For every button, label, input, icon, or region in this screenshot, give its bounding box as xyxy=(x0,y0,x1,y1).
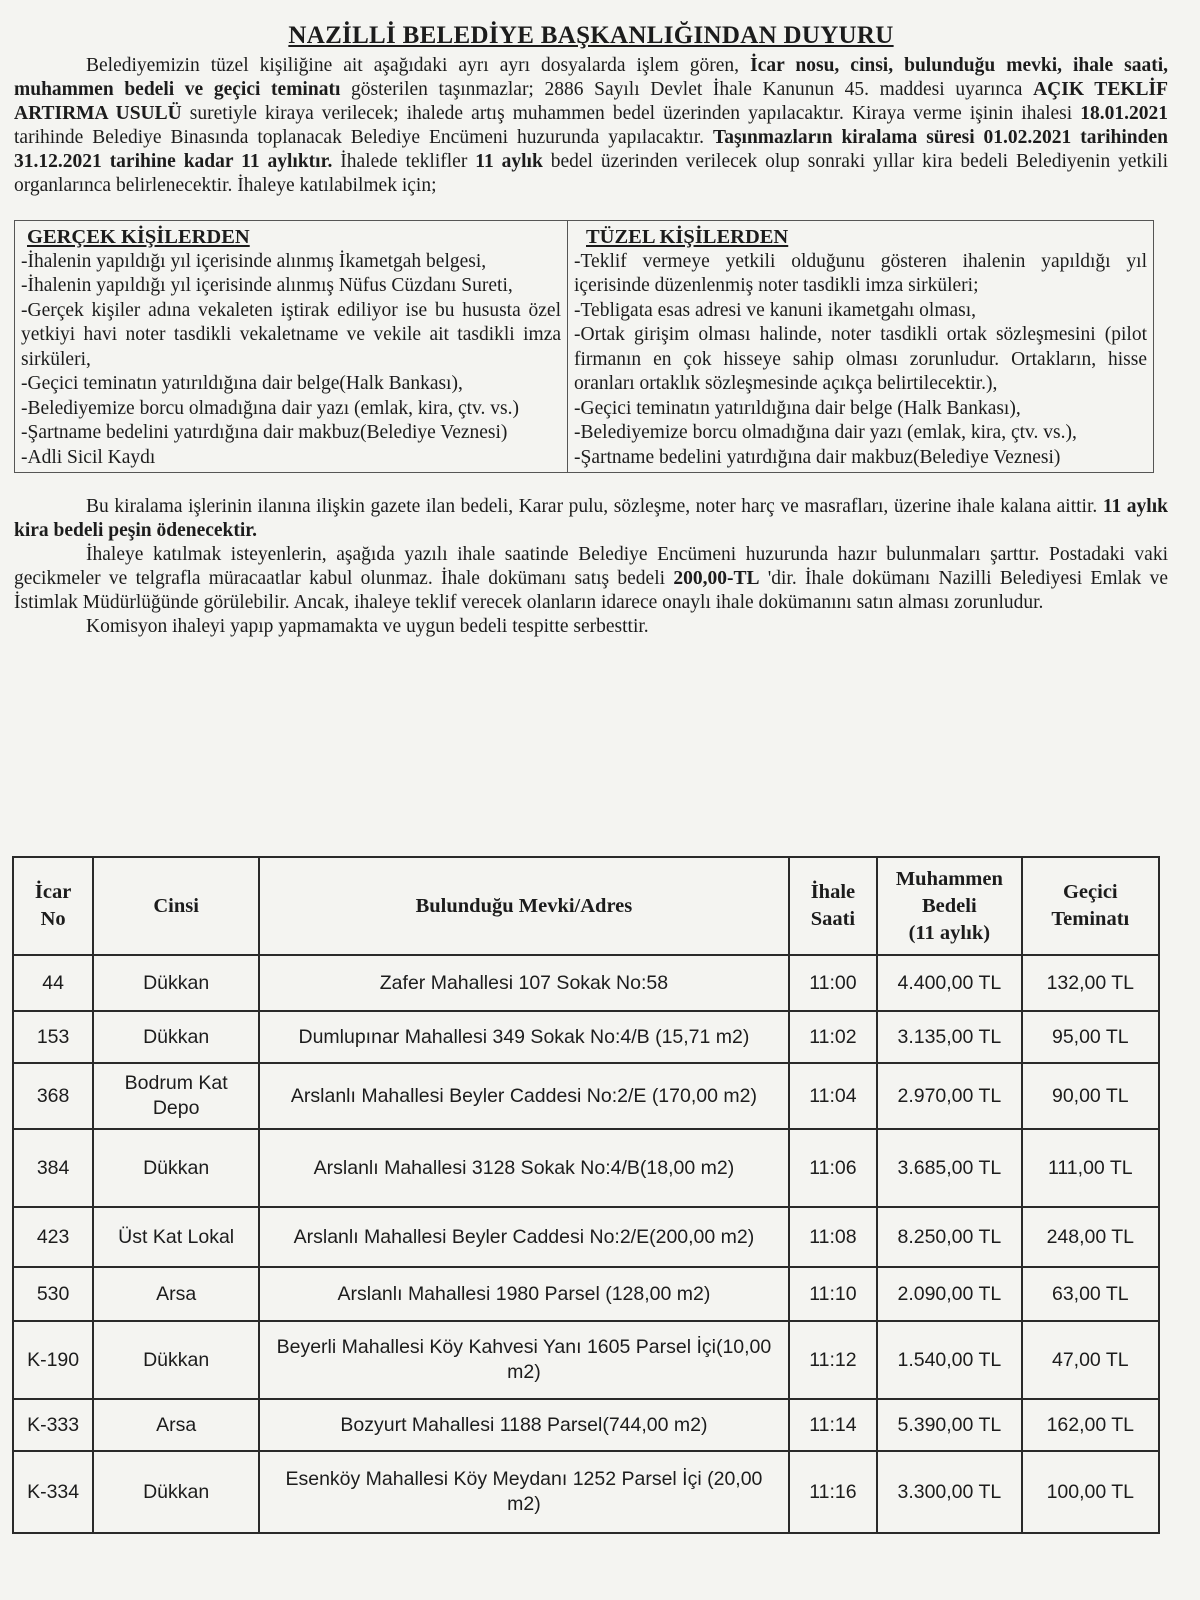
adres-cell: Bozyurt Mahallesi 1188 Parsel(744,00 m2) xyxy=(259,1399,789,1451)
real-item: -İhalenin yapıldığı yıl içerisinde alınmış Nüfus Cüzdanı Sureti, xyxy=(21,275,513,296)
muhammen-bedel-cell: 1.540,00 TL xyxy=(877,1321,1022,1399)
page-title: NAZİLLİ BELEDİYE BAŞKANLIĞINDAN DUYURU xyxy=(288,22,894,49)
participation-text-2: 'dir. İhale dokümanı Nazilli Belediyesi Emlak ve İstimlak Müdürlüğünde görülebilir. Ancak, ihaleye teklif verecek olanların idarece onaylı ihale dokümanını satın alması zorunludur. xyxy=(14,568,1168,613)
gecici-teminat-cell: 47,00 TL xyxy=(1022,1321,1159,1399)
header-text: Muhammen xyxy=(895,867,1003,890)
real-item: -Adli Sicil Kaydı xyxy=(21,446,156,468)
real-persons-cell xyxy=(15,221,568,473)
cinsi-cell: Dükkan xyxy=(93,1129,259,1207)
table-row xyxy=(13,1207,1159,1267)
adres-cell: Arslanlı Mahallesi 1980 Parsel (128,00 m2) xyxy=(259,1267,789,1321)
adres-cell: Dumlupınar Mahallesi 349 Sokak No:4/B (15,71 m2) xyxy=(259,1011,789,1063)
table-row xyxy=(13,1267,1159,1321)
intro-bold-1: İcar nosu, cinsi, bulunduğu mevki, ihale saati, muhammen bedeli ve geçici teminatı xyxy=(14,55,1168,100)
property-table xyxy=(12,856,1160,1534)
icar-no-cell: 423 xyxy=(13,1207,93,1267)
cinsi-cell: Üst Kat Lokal xyxy=(93,1207,259,1267)
intro-text-2: gösterilen taşınmazlar; 2886 Sayılı Devlet İhale Kanunun 45. maddesi uyarınca xyxy=(340,79,1034,100)
fees-bold: 11 aylık kira bedeli peşin ödenecektir. xyxy=(14,496,1168,541)
adres-cell: Arslanlı Mahallesi Beyler Caddesi No:2/E (170,00 m2) xyxy=(259,1063,789,1129)
icar-no-cell: 368 xyxy=(13,1063,93,1129)
participation-paragraph xyxy=(14,543,1168,615)
gecici-teminat-cell: 132,00 TL xyxy=(1022,955,1159,1011)
fees-text: Bu kiralama işlerinin ilanına ilişkin gazete ilan bedeli, Karar pulu, sözleşme, noter harç ve masrafları, üzerine ihale kalana aittir. xyxy=(86,496,1103,517)
header-text: İcar xyxy=(34,881,72,903)
muhammen-bedel-cell: 4.400,00 TL xyxy=(877,955,1022,1011)
muhammen-bedel-cell: 3.685,00 TL xyxy=(877,1129,1022,1207)
ihale-saati-cell: 11:10 xyxy=(789,1267,877,1321)
header-icar-no xyxy=(13,857,93,955)
header-ihale-saati xyxy=(789,857,877,955)
ihale-saati-cell: 11:00 xyxy=(789,955,877,1011)
intro-text-5: İhalede teklifler xyxy=(332,151,476,172)
muhammen-bedel-cell: 2.970,00 TL xyxy=(877,1063,1022,1129)
ihale-saati-cell: 11:12 xyxy=(789,1321,877,1399)
muhammen-bedel-cell: 8.250,00 TL xyxy=(877,1207,1022,1267)
header-text: No xyxy=(40,908,66,930)
header-text: Bedeli xyxy=(922,894,977,917)
intro-bold-5: 11 aylık xyxy=(475,151,543,172)
icar-no-cell: K-190 xyxy=(13,1321,93,1399)
legal-persons-heading: TÜZEL KİŞİLERDEN xyxy=(586,226,789,248)
legal-item: -Belediyemize borcu olmadığına dair yazı (emlak, kira, çtv. vs.), xyxy=(574,422,1077,443)
adres-cell: Zafer Mahallesi 107 Sokak No:58 xyxy=(259,955,789,1011)
ihale-saati-cell: 11:08 xyxy=(789,1207,877,1267)
intro-bold-4: Taşınmazların kiralama süresi 01.02.2021 tarihinden 31.12.2021 tarihine kadar 11 aylıktır. xyxy=(14,127,1168,172)
ihale-saati-cell: 11:02 xyxy=(789,1011,877,1063)
cinsi-cell: Dükkan xyxy=(93,1451,259,1533)
header-text: İhale xyxy=(810,881,856,903)
muhammen-bedel-cell: 2.090,00 TL xyxy=(877,1267,1022,1321)
header-text: Teminatı xyxy=(1051,908,1130,930)
gecici-teminat-cell: 95,00 TL xyxy=(1022,1011,1159,1063)
participation-text-1: İhaleye katılmak isteyenlerin, aşağıda yazılı ihale saatinde Belediye Encümeni huzurunda hazır bulunmaları şarttır. Postadaki vaki gecikmeler ve telgrafla müracaatlar kabul olunmaz. İhale dokümanı satış bedeli xyxy=(14,544,1168,589)
header-gecici-teminat xyxy=(1022,857,1159,955)
header-muhammen-bedel xyxy=(877,857,1022,955)
gecici-teminat-cell: 162,00 TL xyxy=(1022,1399,1159,1451)
legal-item: -Geçici teminatın yatırıldığına dair belge (Halk Bankası), xyxy=(574,397,1021,419)
adres-cell: Beyerli Mahallesi Köy Kahvesi Yanı 1605 Parsel İçi(10,00 m2) xyxy=(259,1321,789,1399)
header-cinsi: Cinsi xyxy=(93,857,259,955)
icar-no-cell: 44 xyxy=(13,955,93,1011)
fees-paragraph xyxy=(14,495,1168,543)
ihale-saati-cell: 11:16 xyxy=(789,1451,877,1533)
header-text: Geçici xyxy=(1062,881,1118,903)
muhammen-bedel-cell: 3.135,00 TL xyxy=(877,1011,1022,1063)
legal-persons-cell xyxy=(568,221,1154,473)
icar-no-cell: 384 xyxy=(13,1129,93,1207)
gecici-teminat-cell: 248,00 TL xyxy=(1022,1207,1159,1267)
intro-text-3: suretiyle kiraya verilecek; ihalede artış muhammen bedel üzerinden yapılacaktır. Kiraya verme işinin ihalesi xyxy=(181,103,1081,124)
intro-text-6: bedel üzerinden verilecek olup sonraki yıllar kira bedeli Belediyenin yetkili organlarınca belirlenecektir. İhaleye katılabilmek için; xyxy=(14,151,1168,196)
cinsi-cell: Dükkan xyxy=(93,1011,259,1063)
table-row xyxy=(13,1063,1159,1129)
table-row xyxy=(13,1399,1159,1451)
gecici-teminat-cell: 111,00 TL xyxy=(1022,1129,1159,1207)
adres-cell: Arslanlı Mahallesi 3128 Sokak No:4/B(18,00 m2) xyxy=(259,1129,789,1207)
table-row xyxy=(13,1129,1159,1207)
ihale-saati-cell: 11:06 xyxy=(789,1129,877,1207)
legal-item: -Şartname bedelini yatırdığına dair makbuz(Belediye Veznesi) xyxy=(574,446,1061,468)
real-persons-heading: GERÇEK KİŞİLERDEN xyxy=(27,226,250,248)
commission-paragraph: Komisyon ihaleyi yapıp yapmamakta ve uygun bedeli tespitte serbesttir. xyxy=(86,616,649,637)
ihale-saati-cell: 11:04 xyxy=(789,1063,877,1129)
header-adres: Bulunduğu Mevki/Adres xyxy=(259,857,789,955)
legal-item: -Ortak girişim olması halinde, noter tasdikli ortak sözleşmesini (pilot firmanın en çok hisseye sahip olması zorunludur. Ortakların, hisse oranları ortaklık sözleşmesinde açıkça belirtilecektir.), xyxy=(574,324,1147,394)
table-row xyxy=(13,1451,1159,1533)
requirements-table xyxy=(14,220,1154,473)
muhammen-bedel-cell: 3.300,00 TL xyxy=(877,1451,1022,1533)
header-text: (11 aylık) xyxy=(908,921,991,944)
cinsi-cell: Arsa xyxy=(93,1399,259,1451)
icar-no-cell: 153 xyxy=(13,1011,93,1063)
real-item: -Belediyemize borcu olmadığına dair yazı (emlak, kira, çtv. vs.) xyxy=(21,397,519,419)
header-text: Saati xyxy=(810,908,856,930)
real-item: -Gerçek kişiler adına vekaleten iştirak ediliyor ise bu hususta özel yetkiyi havi noter tasdikli vekaletname ve vekile ait tasdikli imza sirküleri, xyxy=(21,299,561,370)
gecici-teminat-cell: 63,00 TL xyxy=(1022,1267,1159,1321)
intro-text-1: Belediyemizin tüzel kişiliğine ait aşağıdaki ayrı ayrı dosyalarda işlem gören, xyxy=(86,55,751,76)
gecici-teminat-cell: 100,00 TL xyxy=(1022,1451,1159,1533)
table-row xyxy=(13,1011,1159,1063)
adres-cell: Arslanlı Mahallesi Beyler Caddesi No:2/E(200,00 m2) xyxy=(259,1207,789,1267)
table-row xyxy=(13,955,1159,1011)
document-price: 200,00-TL xyxy=(673,568,760,589)
icar-no-cell: K-334 xyxy=(13,1451,93,1533)
legal-item: -Tebligata esas adresi ve kanuni ikametgahı olması, xyxy=(574,299,977,321)
cinsi-cell: Dükkan xyxy=(93,955,259,1011)
table-row xyxy=(13,1321,1159,1399)
cinsi-cell: Bodrum Kat Depo xyxy=(93,1063,259,1129)
real-item: -Geçici teminatın yatırıldığına dair belge(Halk Bankası), xyxy=(21,373,463,394)
adres-cell: Esenköy Mahallesi Köy Meydanı 1252 Parsel İçi (20,00 m2) xyxy=(259,1451,789,1533)
legal-item: -Teklif vermeye yetkili olduğunu gösteren ihalenin yapıldığı yıl içerisinde düzenlenmiş noter tasdikli imza sirküleri; xyxy=(574,250,1147,296)
intro-text-4: tarihinde Belediye Binasında toplanacak Belediye Encümeni huzurunda yapılacaktır. xyxy=(14,127,713,148)
intro-paragraph xyxy=(14,54,1168,198)
icar-no-cell: 530 xyxy=(13,1267,93,1321)
gecici-teminat-cell: 90,00 TL xyxy=(1022,1063,1159,1129)
cinsi-cell: Dükkan xyxy=(93,1321,259,1399)
intro-bold-2: AÇIK TEKLİF ARTIRMA USULÜ xyxy=(14,79,1168,124)
muhammen-bedel-cell: 5.390,00 TL xyxy=(877,1399,1022,1451)
real-item: -Şartname bedelini yatırdığına dair makbuz(Belediye Veznesi) xyxy=(21,422,508,443)
table-header-row xyxy=(13,857,1159,955)
cinsi-cell: Arsa xyxy=(93,1267,259,1321)
icar-no-cell: K-333 xyxy=(13,1399,93,1451)
intro-bold-3: 18.01.2021 xyxy=(1080,103,1168,124)
real-item: -İhalenin yapıldığı yıl içerisinde alınmış İkametgah belgesi, xyxy=(21,250,487,272)
ihale-saati-cell: 11:14 xyxy=(789,1399,877,1451)
